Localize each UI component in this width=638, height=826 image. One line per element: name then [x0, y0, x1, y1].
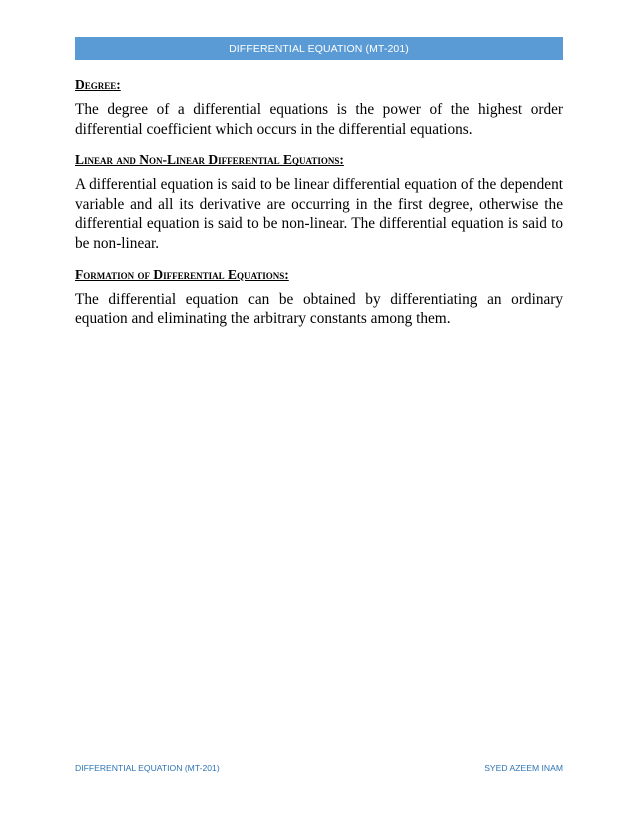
- document-body: [75, 76, 563, 341]
- header-title: DIFFERENTIAL EQUATION (MT-201): [229, 42, 409, 55]
- section-linear-nonlinear: [75, 151, 563, 253]
- page-header-band: [75, 37, 563, 60]
- section-heading: Degree:: [75, 77, 121, 92]
- section-paragraph: A differential equation is said to be linear differential equation of the dependent variable and all its derivative are occurring in the first degree, otherwise the differential equation is said to be non-linear. The differential equation is said to be non-linear.: [75, 176, 563, 252]
- section-degree: [75, 76, 563, 139]
- page-footer: [75, 761, 563, 775]
- footer-right-text: SYED AZEEM INAM: [484, 763, 563, 773]
- section-paragraph: The differential equation can be obtained by differentiating an ordinary equation and eliminating the arbitrary constants among them.: [75, 290, 563, 328]
- footer-left-text: DIFFERENTIAL EQUATION (MT-201): [75, 763, 220, 773]
- section-paragraph: The degree of a differential equations is the power of the highest order differential coefficient which occurs in the differential equations.: [75, 101, 563, 138]
- section-formation: [75, 266, 563, 329]
- section-heading: Linear and Non-Linear Differential Equations:: [75, 152, 344, 168]
- section-heading: Formation of Differential Equations:: [75, 266, 289, 282]
